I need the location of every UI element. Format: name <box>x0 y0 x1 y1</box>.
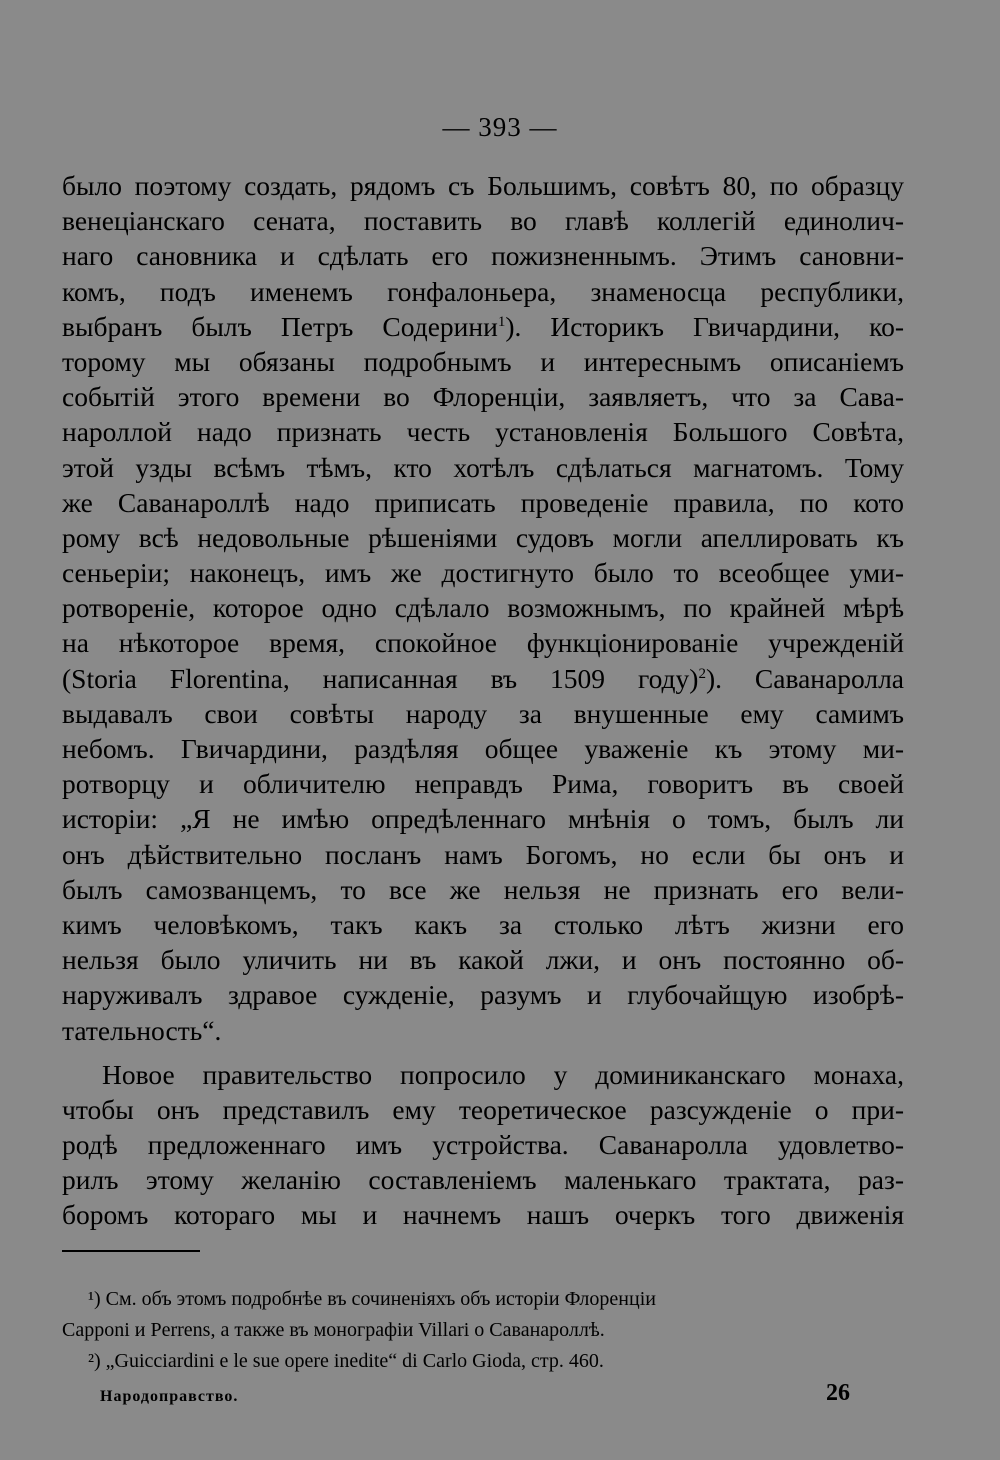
text-line: тательность“. <box>62 1014 222 1046</box>
text-segment: (Storia Florentina, написанная въ 1509 году) <box>62 662 699 694</box>
text-line: событій этого времени во Флоренціи, заявляетъ, что за Сава- <box>62 381 904 413</box>
text-line: кимъ человѣкомъ, такъ какъ за столько лѣтъ жизни его <box>62 908 904 940</box>
text-line: нельзя было уличить ни въ какой лжи, и онъ постоянно об- <box>62 944 904 976</box>
text-line: ротворцу и обличителю неправдъ Рима, говоритъ въ своей <box>62 768 904 800</box>
footnote-line <box>62 1284 904 1315</box>
text-line: комъ, подъ именемъ гонфалоньера, знаменосца республики, <box>62 275 904 307</box>
signature-mark: Народоправство. <box>100 1388 239 1405</box>
text-line: ротвореніе, которое одно сдѣлало возможнымъ, по крайней мѣрѣ <box>62 592 904 624</box>
footnote-line <box>62 1346 904 1377</box>
footnote-separator <box>62 1250 200 1252</box>
text-segment: выбранъ былъ Петръ Содерини <box>62 310 498 342</box>
body-text <box>62 168 904 1233</box>
text-line: чтобы онъ представилъ ему теоретическое разсужденіе о при- <box>62 1093 904 1125</box>
text-line <box>62 661 904 696</box>
text-line: сеньеріи; наконецъ, имъ же достигнуто было то всеобщее уми- <box>62 557 904 589</box>
text-line: было поэтому создать, рядомъ съ Большимъ, совѣтъ 80, по образцу <box>62 170 904 201</box>
text-line: онъ дѣйствительно посланъ намъ Богомъ, но если бы онъ и <box>62 838 904 870</box>
text-line: Новое правительство попросило у доминиканскаго монаха, <box>102 1058 904 1090</box>
text-line: наго сановника и сдѣлать его пожизненнымъ. Этимъ сановни- <box>62 240 904 272</box>
footnote-mark: ²) <box>88 1350 101 1372</box>
footnote-text: См. объ этомъ подробнѣе въ сочиненіяхъ объ исторіи Флоренціи <box>105 1288 656 1310</box>
text-line: на нѣкоторое время, спокойное функціонированіе учрежденій <box>62 627 904 659</box>
sheet-number: 26 <box>826 1380 850 1406</box>
text-line: былъ самозванцемъ, то все же нельзя не признать его вели- <box>62 873 904 905</box>
text-line <box>62 309 904 344</box>
text-line: наруживалъ здравое сужденіе, разумъ и глубочайщую изобрѣ- <box>62 979 904 1011</box>
text-line: же Саванароллѣ надо приписать проведеніе правила, по кото <box>62 486 904 518</box>
footnote-text: Capponi и Perrens, а также въ монографіи Villari о Саванароллѣ. <box>62 1319 605 1341</box>
text-line: торому мы обязаны подробнымъ и интереснымъ описаніемъ <box>62 345 904 377</box>
footnotes <box>62 1284 904 1377</box>
footnote-ref: 1 <box>497 313 506 330</box>
text-line: рилъ этому желанію составленіемъ маленькаго трактата, раз- <box>62 1164 904 1196</box>
page-number: — 393 — <box>442 112 558 142</box>
text-line: этой узды всѣмъ тѣмъ, кто хотѣлъ сдѣлаться магнатомъ. Тому <box>62 451 904 483</box>
text-line: небомъ. Гвичардини, раздѣляя общее уваженіе къ этому ми- <box>62 733 904 764</box>
text-line: венеціанскаго сената, поставить во главѣ коллегій единолич- <box>62 205 904 237</box>
text-line: нароллой надо признать честь установленія Большого Совѣта, <box>62 416 904 448</box>
text-line: исторіи: „Я не имѣю опредѣленнаго мнѣнія о томъ, былъ ли <box>62 803 904 835</box>
text-line: рому всѣ недовольные рѣшеніями судовъ могли апеллировать къ <box>62 521 904 553</box>
text-segment: ). Историкъ Гвичардини, ко- <box>505 310 904 342</box>
text-line: родѣ предложеннаго имъ устройства. Саванаролла удовлетво- <box>62 1129 904 1161</box>
text-line: выдавалъ свои совѣты народу за внушенные ему самимъ <box>62 697 904 729</box>
footnote-text: „Guicciardini e le sue opere inedite“ di Carlo Gioda, стр. 460. <box>105 1350 604 1372</box>
footnote-ref: 2 <box>698 665 706 682</box>
footnote-line <box>62 1315 904 1346</box>
text-line: боромъ котораго мы и начнемъ нашъ очеркъ того движенія <box>62 1199 904 1231</box>
footnote-mark: ¹) <box>88 1288 101 1310</box>
text-segment: ). Саванаролла <box>705 662 904 694</box>
